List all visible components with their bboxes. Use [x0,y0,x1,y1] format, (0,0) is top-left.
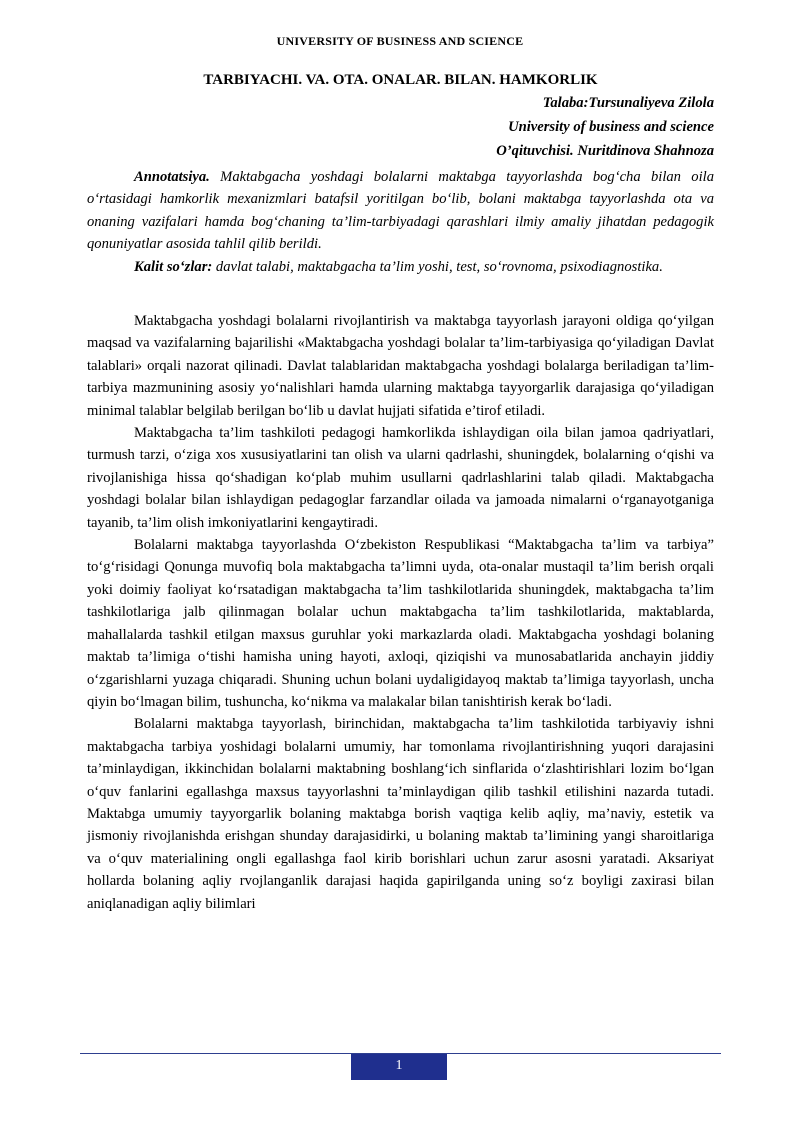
keywords-text: davlat talabi, maktabgacha ta’lim yoshi, test, so‘rovnoma, psixodiagnostika. [215,259,663,275]
annotation-label: Annotatsiya. [134,169,210,185]
body-paragraph: Bolalarni maktabga tayyorlash, birinchidan, maktabgacha ta’lim tashkilotida tarbiyaviy ishni maktabgacha tarbiya yoshidagi bolalarni umumiy, har tomonlama rivojlantirishning yuqori darajasini ta’minlaydigan, ikkinchidan bolalarni maktabning boshlang‘ich sinflarida o‘zlashtirishlari lozim bo‘lgan o‘quv fanlarini egallashga maxsus tayyorlashni ta’minlaydigan qilib tashkil etilishini nazarda tutadi. Maktabga umumiy tayyorgarlik bolaning maktabga borish vaqtiga kelib aqliy, ma’naviy, estetik va jismoniy rivojlanishda erishgan shunday darajasidirki, u bolaning maktab ta’limining yangi sharoitlariga va o‘quv materialining ongli egallashga faol kirib borishlari uchun zarur asosni yaratadi. Aksariyat hollarda bolaning aqliy rvojlanganlik darajasi haqida gapirilganda uning so‘z boyligi zaxirasi bilan aniqlanadigan aqliy bilimlari [87,716,714,912]
author-line: Talaba:Tursunaliyeva Zilola [542,95,714,111]
affiliation-line: University of business and science [508,119,714,135]
body-paragraph: Maktabgacha ta’lim tashkiloti pedagogi hamkorlikda ishlaydigan oila bilan jamoa qadriyatlari, turmush tarzi, o‘ziga xos xususiyatlarini tan olish va ularni qadrlashi, shuningdek, bolalarning o‘qishi va rivojlanishiga hissa qo‘shadigan ko‘plab muhim usullarni qadrlashlarini talab qiladi. Maktabgacha yoshdagi bolalar bilan ishlaydigan pedagoglar farzandlar oilada va jamoada nimalarni o‘rganayotganiga tayanib, ta’lim olish imkoniyatlarini kengaytiradi. [87,425,714,531]
article-title: TARBIYACHI. VA. OTA. ONALAR. BILAN. HAMKORLIK [203,72,598,88]
annotation-block [87,166,714,256]
article-body [87,310,714,915]
page-number: 1 [351,1054,447,1080]
keywords-block [87,256,714,278]
running-header: UNIVERSITY OF BUSINESS AND SCIENCE [276,34,524,48]
annotation-text: Maktabgacha yoshdagi bolalarni maktabga tayyorlashda bog‘cha bilan oila o‘rtasidagi hamkorlik mexanizmlari batafsil yoritilgan bo‘lib, bolani maktabga tayyorlashda ota va onaning vazifalari hamda bog‘chaning ta’lim-tarbiyadagi qarashlari ilmiy amaliy jihatdan pedagogik qonuniyatlar asosida tahlil qilib berildi. [87,169,714,253]
supervisor-line: O’qituvchisi. Nuritdinova Shahnoza [496,143,714,159]
keywords-label: Kalit so‘zlar: [134,259,213,275]
body-paragraph: Maktabgacha yoshdagi bolalarni rivojlantirish va maktabga tayyorlash jarayoni oldiga qo‘yilgan maqsad va vazifalarning bajarilishi «Maktabgacha yoshdagi bolalar ta’lim-tarbiyasiga qo‘yiladigan Davlat talablari» orqali nazorat qilinadi. Davlat talablaridan maktabgacha yoshdagi bolalarga beriladigan ta’lim-tarbiya mazmunining asosiy yo‘nalishlari hamda ularning maktabga tayyorgarlik darajasiga qo‘yiladigan minimal talablar belgilab berilgan bo‘lib u davlat hujjati sifatida e’tirof etiladi. [87,313,714,419]
body-paragraph: Bolalarni maktabga tayyorlashda O‘zbekiston Respublikasi “Maktabgacha ta’lim va tarbiya” to‘g‘risidagi Qonunga muvofiq bola maktabgacha ta’limni uyda, ota-onalar mustaqil ta’lim berish orqali yoki doimiy faoliyat ko‘rsatadigan maktabgacha ta’lim tashkilotlarida shuningdek, maktabgacha ta’lim tashkilotlariga jalb qilinmagan bolalar uchun maktabgacha ta’lim tashkilotlarida, maktablarda, mahallalarda tashkil etilgan maxsus guruhlar yoki markazlarda oladi. Maktabgacha yoshdagi bolaning maktab ta’limiga o‘tishi hamisha uning hayoti, axloqi, qiziqishi va munosabatlarida anchayin jiddiy o‘zgarishlarni yuzaga chiqaradi. Shuning uchun bolani uydaligidayoq maktab ta’limiga tayyorlash, uncha qiyin bo‘lmagan bilim, tushuncha, ko‘nikma va malakalar bilan tanishtirish kerak bo‘ladi. [87,537,714,710]
